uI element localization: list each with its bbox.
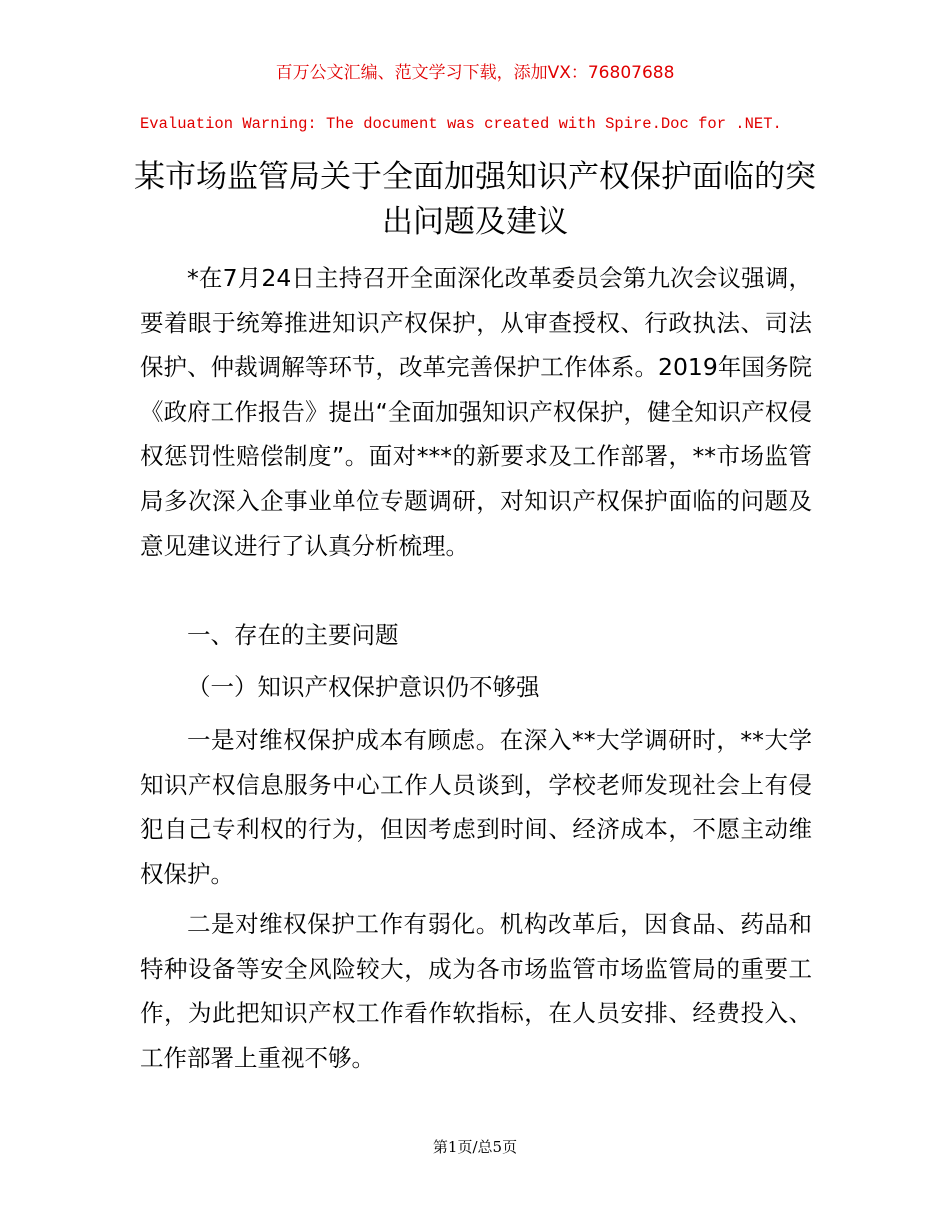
subsection-heading: （一）知识产权保护意识仍不够强 bbox=[187, 673, 540, 701]
page-indicator: 第1页/总5页 bbox=[432, 1138, 518, 1156]
intro-paragraph: *在7月24日主持召开全面深化改革委员会第九次会议强调，要着眼于统筹推进知识产权保护，从审查授权、行政执法、司法保护、仲裁调解等环节，改革完善保护工作体系。2019年国务院《政府工作报告》提出“全面加强知识产权保护，健全知识产权侵权惩罚性赔偿制度”。面对***的新要求及工作部署，**市场监管局多次深入企事业单位专题调研，对知识产权保护面临的问题及意见建议进行了认真分析梳理。 bbox=[140, 264, 812, 560]
point-two-paragraph: 二是对维权保护工作有弱化。机构改革后，因食品、药品和特种设备等安全风险较大，成为各市场监管市场监管局的重要工作，为此把知识产权工作看作软指标，在人员安排、经费投入、工作部署上重视不够。 bbox=[140, 910, 812, 1072]
point-one-paragraph: 一是对维权保护成本有顾虑。在深入**大学调研时，**大学知识产权信息服务中心工作人员谈到，学校老师发现社会上有侵犯自己专利权的行为，但因考虑到时间、经济成本，不愿主动维权保护。 bbox=[140, 726, 812, 888]
section-heading: 一、存在的主要问题 bbox=[187, 621, 399, 649]
document-title: 某市场监管局关于全面加强知识产权保护面临的突出问题及建议 bbox=[134, 159, 816, 240]
promo-header: 百万公文汇编、范文学习下载，添加VX：76807688 bbox=[275, 63, 675, 83]
evaluation-warning: Evaluation Warning: The document was created with Spire.Doc for .NET. bbox=[140, 115, 782, 133]
